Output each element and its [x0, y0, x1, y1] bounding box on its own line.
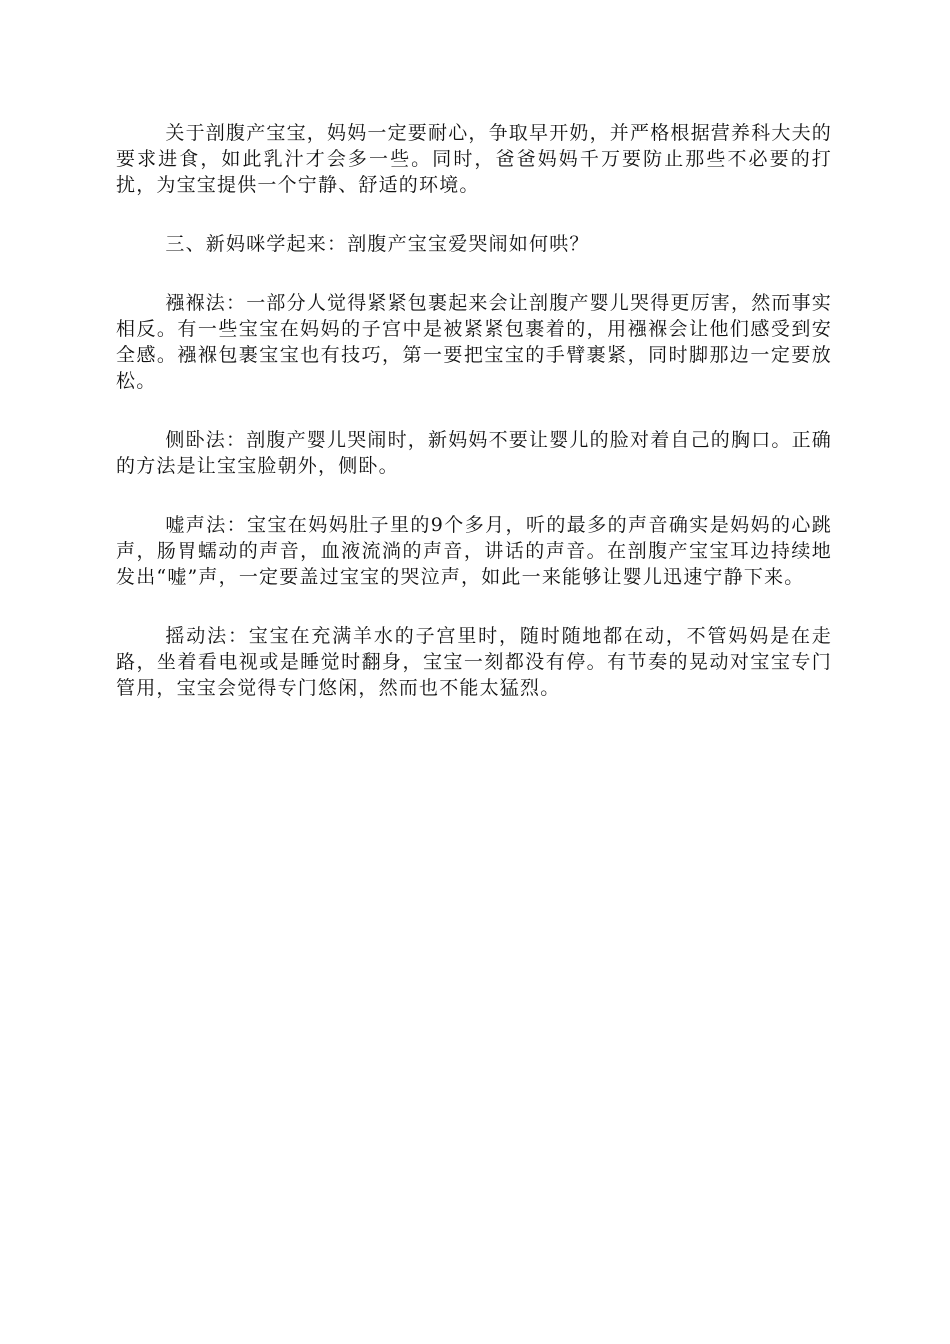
paragraph-side-lying-method: 侧卧法：剖腹产婴儿哭闹时，新妈妈不要让婴儿的脸对着自己的胸口。正确的方法是让宝宝脸朝外，侧卧。 — [116, 429, 832, 477]
paragraph-shush-method: 嘘声法：宝宝在妈妈肚子里的9个多月，听的最多的声音确实是妈妈的心跳声，肠胃蠕动的声音，血液流淌的声音，讲话的声音。在剖腹产宝宝耳边持续地发出“嘘”声，一定要盖过宝宝的哭泣声，如此一来能够让婴儿迅速宁静下来。 — [116, 514, 832, 588]
document-body — [116, 120, 832, 734]
paragraph-rocking-method: 摇动法：宝宝在充满羊水的子宫里时，随时随地都在动，不管妈妈是在走路，坐着看电视或是睡觉时翻身，宝宝一刻都没有停。有节奏的晃动对宝宝专门管用，宝宝会觉得专门悠闲，然而也不能太猛烈。 — [116, 625, 832, 699]
paragraph-feeding-advice: 关于剖腹产宝宝，妈妈一定要耐心，争取早开奶，并严格根据营养科大夫的要求进食，如此乳汁才会多一些。同时，爸爸妈妈千万要防止那些不必要的打扰，为宝宝提供一个宁静、舒适的环境。 — [116, 122, 832, 196]
paragraph-swaddle-method: 襁褓法：一部分人觉得紧紧包裹起来会让剖腹产婴儿哭得更厉害，然而事实相反。有一些宝宝在妈妈的子宫中是被紧紧包裹着的，用襁褓会让他们感受到安全感。襁褓包裹宝宝也有技巧，第一要把宝宝的手臂裹紧，同时脚那边一定要放松。 — [116, 292, 832, 392]
section-heading: 三、新妈咪学起来：剖腹产宝宝爱哭闹如何哄？ — [165, 233, 590, 255]
